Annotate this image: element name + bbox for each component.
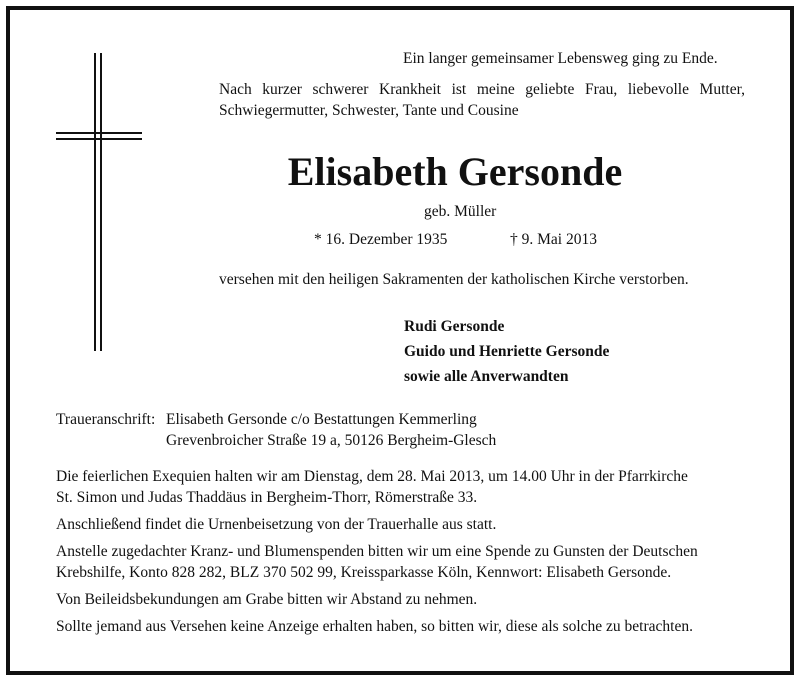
intro-line-2: Nach kurzer schwerer Krankheit ist meine geliebte Frau, liebevolle Mutter, [219,81,745,98]
mourner-3: sowie alle Anverwandten [404,368,569,385]
notice-line-5: Krebshilfe, Konto 828 282, BLZ 370 502 99, Kreissparkasse Köln, Kennwort: Elisabeth Gersonde. [56,564,672,581]
sacraments-line: versehen mit den heiligen Sakramenten der katholischen Kirche verstorben. [219,271,689,288]
address-line-1: Elisabeth Gersonde c/o Bestattungen Kemmerling [166,411,477,428]
notice-line-3: Anschließend findet die Urnenbeisetzung von der Trauerhalle aus statt. [56,516,497,533]
intro-line-3: Schwiegermutter, Schwester, Tante und Cousine [219,102,519,119]
notice-line-2: St. Simon und Judas Thaddäus in Bergheim-Thorr, Römerstraße 33. [56,489,478,506]
maiden-name: geb. Müller [424,203,497,220]
address-label: Traueranschrift: [56,411,156,428]
birth-date: * 16. Dezember 1935 [314,231,448,248]
notice-line-6: Von Beileidsbekundungen am Grabe bitten wir Abstand zu nehmen. [56,591,478,608]
intro-line-1: Ein langer gemeinsamer Lebensweg ging zu Ende. [403,50,718,67]
address-line-2: Grevenbroicher Straße 19 a, 50126 Bergheim-Glesch [166,432,497,449]
mourner-2: Guido und Henriette Gersonde [404,343,610,360]
death-date: † 9. Mai 2013 [510,231,597,248]
deceased-name: Elisabeth Gersonde [287,149,623,194]
notice-line-7: Sollte jemand aus Versehen keine Anzeige erhalten haben, so bitten wir, diese als solche zu betrachten. [56,618,693,635]
notice-line-4: Anstelle zugedachter Kranz- und Blumenspenden bitten wir um eine Spende zu Gunsten der Deutschen [56,543,698,560]
notice-line-1: Die feierlichen Exequien halten wir am Dienstag, dem 28. Mai 2013, um 14.00 Uhr in der Pfarrkirche [56,468,688,485]
mourner-1: Rudi Gersonde [404,318,505,335]
